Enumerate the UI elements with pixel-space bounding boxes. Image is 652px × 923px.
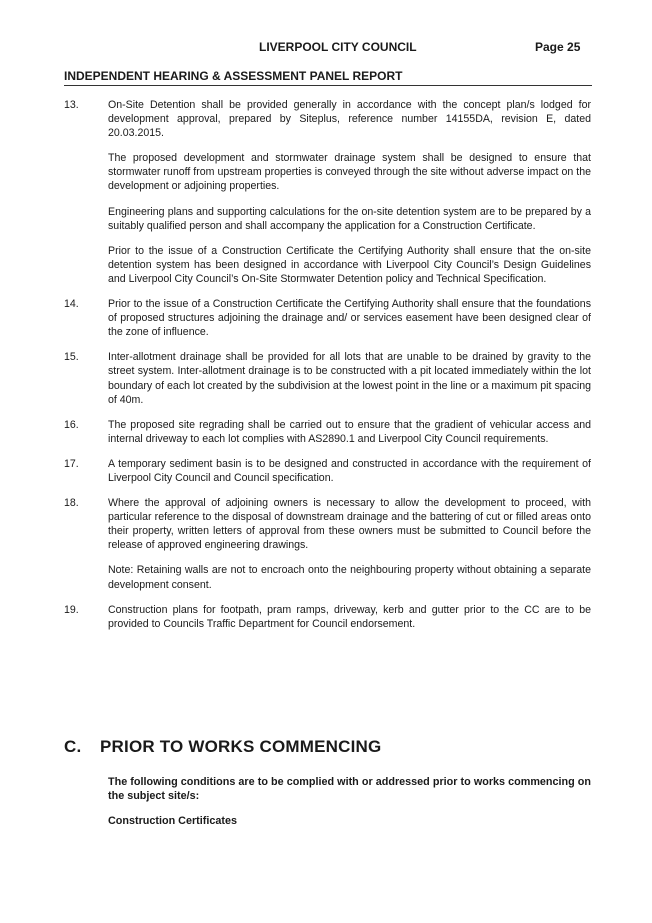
condition-paragraph: Prior to the issue of a Construction Certificate the Certifying Authority shall ensure that the foundations of proposed structures adjoining the drainage and/ or services easement have been designed clear of the zone of influence. bbox=[108, 298, 591, 339]
section-heading bbox=[64, 737, 591, 757]
condition-paragraph: Engineering plans and supporting calculations for the on-site detention system are to be prepared by a suitably qualified person and shall accompany the application for a Construction Certificate. bbox=[108, 205, 591, 232]
condition-paragraph: The proposed development and stormwater drainage system shall be designed to ensure that stormwater runoff from upstream properties is conveyed through the site without adverse impact on the development or adjoining properties. bbox=[108, 152, 591, 193]
section-c bbox=[64, 737, 591, 827]
condition-item-15 bbox=[64, 350, 591, 406]
condition-paragraph: Construction plans for footpath, pram ramps, driveway, kerb and gutter prior to the CC are to be provided to Councils Traffic Department for Council endorsement. bbox=[108, 603, 591, 630]
council-name: LIVERPOOL CITY COUNCIL bbox=[259, 40, 417, 54]
condition-paragraph: Inter-allotment drainage shall be provided for all lots that are unable to be drained by gravity to the street system. Inter-allotment drainage is to be constructed with a pit located immediately within the lot boundary of each lot created by the subdivision at the lowest point in the line or a maximum pit spacing of 40m. bbox=[108, 351, 591, 406]
condition-paragraph: A temporary sediment basin is to be designed and constructed in accordance with the requirement of Liverpool City Council and Council specification. bbox=[108, 457, 591, 484]
page-header bbox=[0, 40, 652, 56]
report-title: INDEPENDENT HEARING & ASSESSMENT PANEL REPORT bbox=[64, 69, 592, 86]
section-intro: The following conditions are to be complied with or addressed prior to works commencing on the subject site/s: bbox=[108, 776, 591, 803]
page-number: Page 25 bbox=[535, 40, 581, 54]
condition-item-14 bbox=[64, 297, 591, 339]
condition-item-13 bbox=[64, 98, 591, 286]
condition-number: 15. bbox=[64, 351, 79, 364]
condition-item-19 bbox=[64, 603, 591, 631]
condition-note: Note: Retaining walls are not to encroach onto the neighbouring property without obtaining a separate development consent. bbox=[108, 564, 591, 591]
subheading-construction-certificates: Construction Certificates bbox=[108, 815, 237, 828]
condition-paragraph: Prior to the issue of a Construction Certificate the Certifying Authority shall ensure that the on-site detention system has been designed in accordance with Liverpool City Council’s Design Guidelines and Liverpool City Council’s On-Site Stormwater Detention policy and Technical Specification. bbox=[108, 244, 591, 285]
condition-number: 13. bbox=[64, 99, 79, 111]
section-letter: C. bbox=[64, 737, 82, 756]
condition-number: 14. bbox=[64, 298, 79, 311]
condition-paragraph: The proposed site regrading shall be carried out to ensure that the gradient of vehicular access and internal driveway to each lot complies with AS2890.1 and Liverpool City Council requirements. bbox=[108, 418, 591, 445]
section-title: PRIOR TO WORKS COMMENCING bbox=[100, 737, 382, 756]
condition-paragraph: Where the approval of adjoining owners is necessary to allow the development to proceed, with particular reference to the disposal of downstream drainage and the battering of cut or filled areas onto their property, written letters of approval from these owners must be submitted to Council before the release of approved engineering drawings. bbox=[108, 497, 591, 552]
condition-number: 17. bbox=[64, 457, 79, 470]
conditions-list bbox=[64, 98, 591, 642]
condition-item-18 bbox=[64, 496, 591, 592]
condition-number: 16. bbox=[64, 418, 79, 431]
condition-item-16 bbox=[64, 418, 591, 446]
condition-number: 18. bbox=[64, 497, 79, 510]
condition-item-17 bbox=[64, 457, 591, 485]
condition-number: 19. bbox=[64, 603, 79, 616]
condition-paragraph: On-Site Detention shall be provided generally in accordance with the concept plan/s lodged for development approval, prepared by Siteplus, reference number 14155DA, revision E, dated 20.03.2015. bbox=[108, 99, 591, 140]
